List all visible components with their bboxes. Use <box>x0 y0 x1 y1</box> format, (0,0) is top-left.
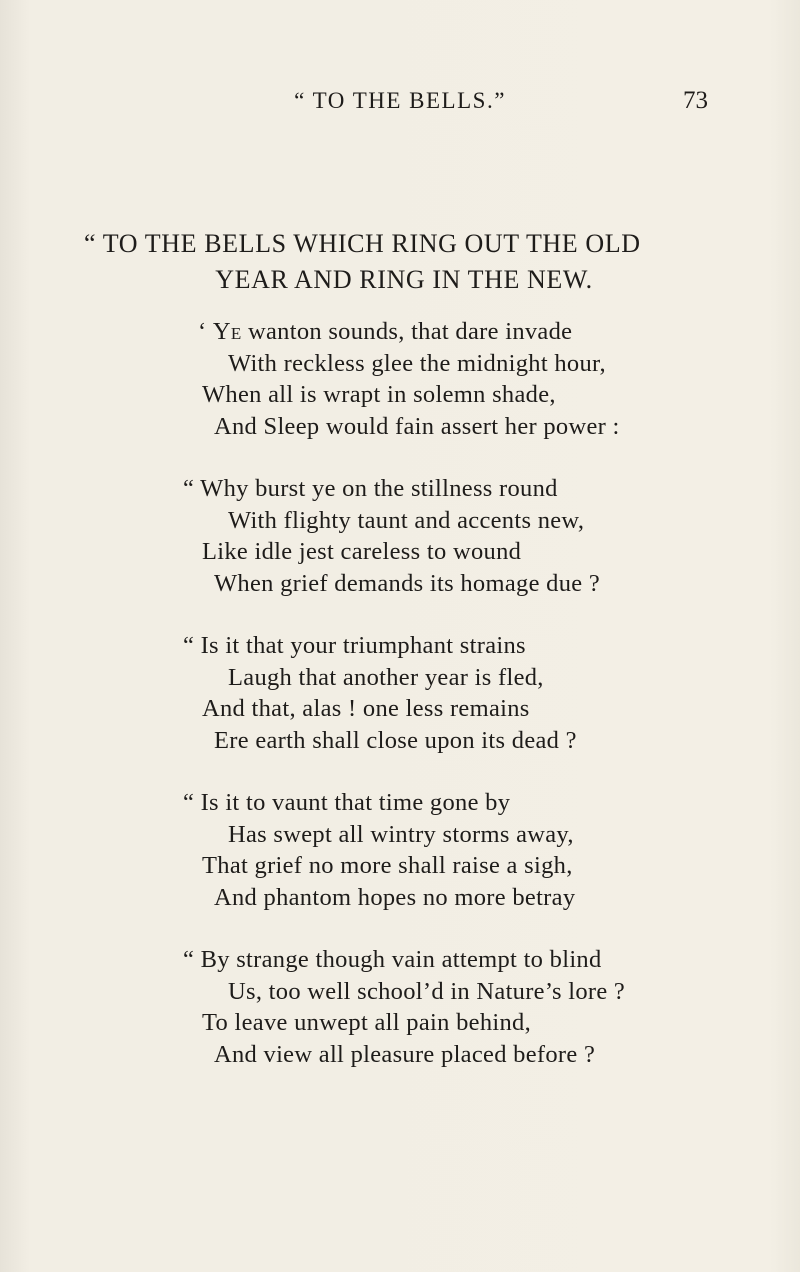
verse-line: When all is wrapt in solemn shade, <box>202 381 556 408</box>
opening-word: Ye <box>212 318 242 345</box>
verse-line: ‘ Ye wanton sounds, that dare invade <box>198 318 573 345</box>
stanza-5 <box>0 944 800 1070</box>
verse-line: “ Is it that your triumphant strains <box>183 632 526 659</box>
running-title: “ TO THE BELLS.” <box>294 88 506 113</box>
verse-line: Ere earth shall close upon its dead ? <box>214 726 577 754</box>
poem-body <box>0 316 800 1101</box>
page-number: 73 <box>683 87 708 114</box>
verse-line: Like idle jest careless to wound <box>202 538 522 565</box>
running-head <box>0 86 800 116</box>
verse-line: That grief no more shall raise a sigh, <box>202 852 573 879</box>
verse-line: “ Is it to vaunt that time gone by <box>183 789 511 816</box>
verse-line: And phantom hopes no more betray <box>214 883 576 911</box>
poem-title-line-2: YEAR AND RING IN THE NEW. <box>215 265 593 294</box>
stanza-3 <box>0 630 800 756</box>
verse-line: “ Why burst ye on the stillness round <box>183 475 558 502</box>
verse-line: “ By strange though vain attempt to blind <box>183 946 602 973</box>
verse-line: And view all pleasure placed before ? <box>214 1040 596 1068</box>
verse-line: And that, alas ! one less remains <box>202 695 530 722</box>
stanza-4 <box>0 787 800 913</box>
verse-line: Laugh that another year is fled, <box>228 663 544 691</box>
verse-line: With reckless glee the midnight hour, <box>228 349 606 377</box>
verse-line: To leave unwept all pain behind, <box>202 1009 532 1036</box>
poem-title-line-1: “ TO THE BELLS WHICH RING OUT THE OLD <box>84 229 641 258</box>
stanza-1 <box>0 316 800 442</box>
verse-line: When grief demands its homage due ? <box>214 569 601 597</box>
verse-line: Has swept all wintry storms away, <box>228 820 574 848</box>
verse-line: Us, too well school’d in Nature’s lore ? <box>228 977 626 1005</box>
verse-line: And Sleep would fain assert her power : <box>214 412 620 440</box>
verse-line: With flighty taunt and accents new, <box>228 506 585 534</box>
stanza-2 <box>0 473 800 599</box>
poem-title <box>84 226 724 298</box>
